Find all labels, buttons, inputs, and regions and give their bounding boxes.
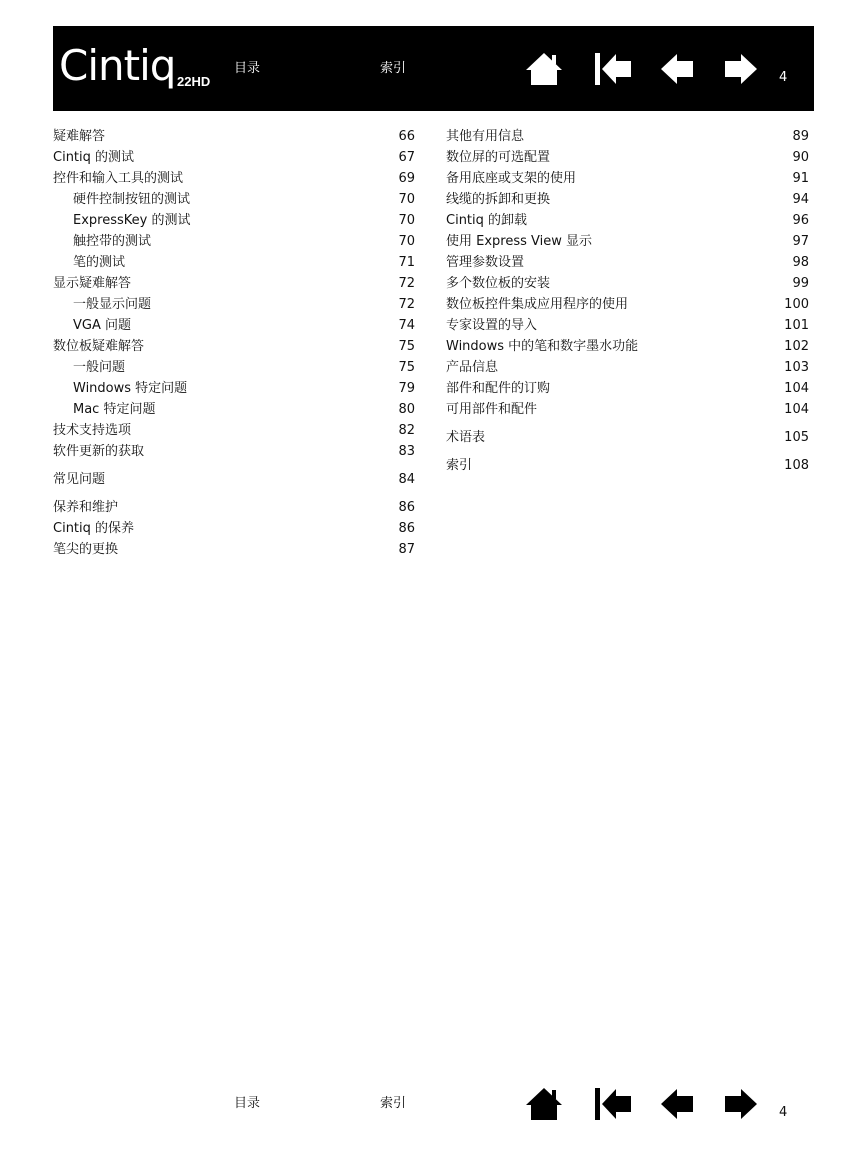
toc-entry-title: 术语表: [446, 430, 486, 445]
toc-entry-page: 75: [398, 339, 415, 354]
toc-entry[interactable]: [53, 378, 415, 399]
toc-entry-title: Windows 中的笔和数字墨水功能: [446, 339, 639, 354]
toc-entry[interactable]: [446, 357, 809, 378]
toc-entry-page: 105: [784, 430, 809, 445]
toc-entry-page: 104: [784, 402, 809, 417]
toc-entry-page: 72: [398, 276, 415, 291]
toc-entry-page: 90: [792, 150, 809, 165]
home-icon[interactable]: [525, 51, 563, 87]
header-bar: [53, 26, 814, 111]
toc-entry-page: 98: [792, 255, 809, 270]
toc-entry-page: 86: [398, 521, 415, 536]
toc-entry[interactable]: [53, 189, 415, 210]
toc-entry-page: 71: [398, 255, 415, 270]
toc-entry-page: 108: [784, 458, 809, 473]
toc-entry-page: 70: [398, 213, 415, 228]
toc-entry-title: 一般显示问题: [73, 297, 152, 312]
logo-text: Cintiq: [59, 41, 176, 90]
home-icon[interactable]: [525, 1086, 563, 1122]
logo-model: 22HD: [177, 74, 211, 89]
index-link[interactable]: 索引: [380, 61, 407, 76]
toc-entry[interactable]: [53, 294, 415, 315]
toc-entry-page: 83: [398, 444, 415, 459]
toc-entry-page: 86: [398, 500, 415, 515]
next-page-icon[interactable]: [721, 1086, 759, 1122]
toc-entry[interactable]: [53, 539, 415, 560]
toc-entry[interactable]: [446, 427, 809, 448]
toc-entry[interactable]: [53, 210, 415, 231]
toc-entry[interactable]: [53, 497, 415, 518]
toc-entry-page: 100: [784, 297, 809, 312]
toc-entry-title: 技术支持选项: [53, 423, 132, 438]
toc-entry[interactable]: [53, 231, 415, 252]
toc-entry-page: 82: [398, 423, 415, 438]
toc-entry[interactable]: [446, 189, 809, 210]
toc-entry[interactable]: [53, 315, 415, 336]
toc-entry[interactable]: [446, 455, 809, 476]
next-page-icon[interactable]: [721, 51, 759, 87]
toc-entry-title: 可用部件和配件: [446, 402, 538, 417]
toc-entry-page: 80: [398, 402, 415, 417]
toc-entry-title: 数位屏的可选配置: [446, 150, 551, 165]
toc-entry[interactable]: [53, 252, 415, 273]
toc-entry-title: 索引: [446, 458, 473, 473]
toc-entry-title: Cintiq 的卸载: [446, 213, 528, 228]
toc-entry[interactable]: [446, 126, 809, 147]
toc-entry-title: 笔尖的更换: [53, 542, 119, 557]
toc-entry-page: 91: [792, 171, 809, 186]
toc-entry-page: 104: [784, 381, 809, 396]
toc-entry-page: 102: [784, 339, 809, 354]
toc-entry-title: 产品信息: [446, 360, 499, 375]
toc-entry-page: 69: [398, 171, 415, 186]
previous-page-icon[interactable]: [659, 1086, 697, 1122]
toc-entry-page: 70: [398, 192, 415, 207]
toc-entry[interactable]: [446, 294, 809, 315]
toc-entry[interactable]: [446, 147, 809, 168]
toc-entry[interactable]: [446, 168, 809, 189]
toc-entry-title: 线缆的拆卸和更换: [446, 192, 551, 207]
toc-entry[interactable]: [53, 441, 415, 462]
toc-entry[interactable]: [53, 126, 415, 147]
toc-entry-title: Cintiq 的保养: [53, 521, 135, 536]
previous-page-icon[interactable]: [659, 51, 697, 87]
toc-entry-title: 数位板疑难解答: [53, 339, 145, 354]
toc-entry-page: 94: [792, 192, 809, 207]
toc-entry-title: 硬件控制按钮的测试: [73, 192, 191, 207]
toc-entry-page: 101: [784, 318, 809, 333]
toc-link[interactable]: 目录: [234, 61, 261, 76]
toc-entry-title: 保养和维护: [53, 500, 119, 515]
toc-entry-title: Windows 特定问题: [73, 381, 188, 396]
toc-entry-title: 笔的测试: [73, 255, 126, 270]
toc-entry-page: 75: [398, 360, 415, 375]
toc-entry-title: 其他有用信息: [446, 129, 525, 144]
toc-entry[interactable]: [446, 315, 809, 336]
toc-link[interactable]: 目录: [234, 1096, 261, 1111]
toc-entry-page: 103: [784, 360, 809, 375]
toc-entry-title: 数位板控件集成应用程序的使用: [446, 297, 629, 312]
toc-entry-title: 多个数位板的安装: [446, 276, 551, 291]
toc-entry[interactable]: [446, 210, 809, 231]
toc-entry-title: Mac 特定问题: [73, 402, 156, 417]
toc-entry[interactable]: [53, 336, 415, 357]
toc-entry-title: 管理参数设置: [446, 255, 525, 270]
toc-left-column: [53, 126, 415, 560]
toc-entry[interactable]: [53, 147, 415, 168]
toc-entry[interactable]: [53, 357, 415, 378]
toc-entry-page: 96: [792, 213, 809, 228]
toc-right-column: [446, 126, 809, 476]
toc-entry-title: 触控带的测试: [73, 234, 152, 249]
toc-entry[interactable]: [446, 399, 809, 420]
toc-entry-title: ExpressKey 的测试: [73, 213, 191, 228]
toc-entry-title: 疑难解答: [53, 129, 106, 144]
toc-entry[interactable]: [53, 168, 415, 189]
toc-entry[interactable]: [446, 336, 809, 357]
toc-entry-page: 67: [398, 150, 415, 165]
toc-entry-title: VGA 问题: [73, 318, 131, 333]
toc-entry[interactable]: [53, 469, 415, 490]
toc-entry-title: Cintiq 的测试: [53, 150, 135, 165]
toc-entry-title: 控件和输入工具的测试: [53, 171, 184, 186]
page-number: 4: [779, 1105, 788, 1120]
toc-entry-page: 84: [398, 472, 415, 487]
toc-entry-page: 66: [398, 129, 415, 144]
toc-entry-title: 使用 Express View 显示: [446, 234, 593, 249]
toc-entry-title: 部件和配件的订购: [446, 381, 551, 396]
toc-entry[interactable]: [446, 252, 809, 273]
toc-entry-title: 常见问题: [53, 472, 106, 487]
toc-entry-title: 专家设置的导入: [446, 318, 538, 333]
toc-entry-title: 一般问题: [73, 360, 126, 375]
toc-entry-page: 89: [792, 129, 809, 144]
toc-entry-page: 99: [792, 276, 809, 291]
toc-entry-page: 74: [398, 318, 415, 333]
footer-nav: [53, 1070, 814, 1155]
index-link[interactable]: 索引: [380, 1096, 407, 1111]
toc-entry[interactable]: [446, 378, 809, 399]
page-number: 4: [779, 70, 788, 85]
toc-entry[interactable]: [53, 420, 415, 441]
toc-entry-page: 79: [398, 381, 415, 396]
toc-entry-title: 软件更新的获取: [53, 444, 145, 459]
first-page-icon[interactable]: [594, 51, 632, 87]
toc-entry[interactable]: [446, 273, 809, 294]
toc-entry-page: 72: [398, 297, 415, 312]
toc-entry[interactable]: [53, 273, 415, 294]
toc-entry-title: 显示疑难解答: [53, 276, 132, 291]
toc-entry-title: 备用底座或支架的使用: [446, 171, 577, 186]
toc-entry[interactable]: [446, 231, 809, 252]
toc-entry[interactable]: [53, 518, 415, 539]
toc-entry-page: 70: [398, 234, 415, 249]
first-page-icon[interactable]: [594, 1086, 632, 1122]
toc-entry-page: 97: [792, 234, 809, 249]
toc-entry[interactable]: [53, 399, 415, 420]
toc-entry-page: 87: [398, 542, 415, 557]
